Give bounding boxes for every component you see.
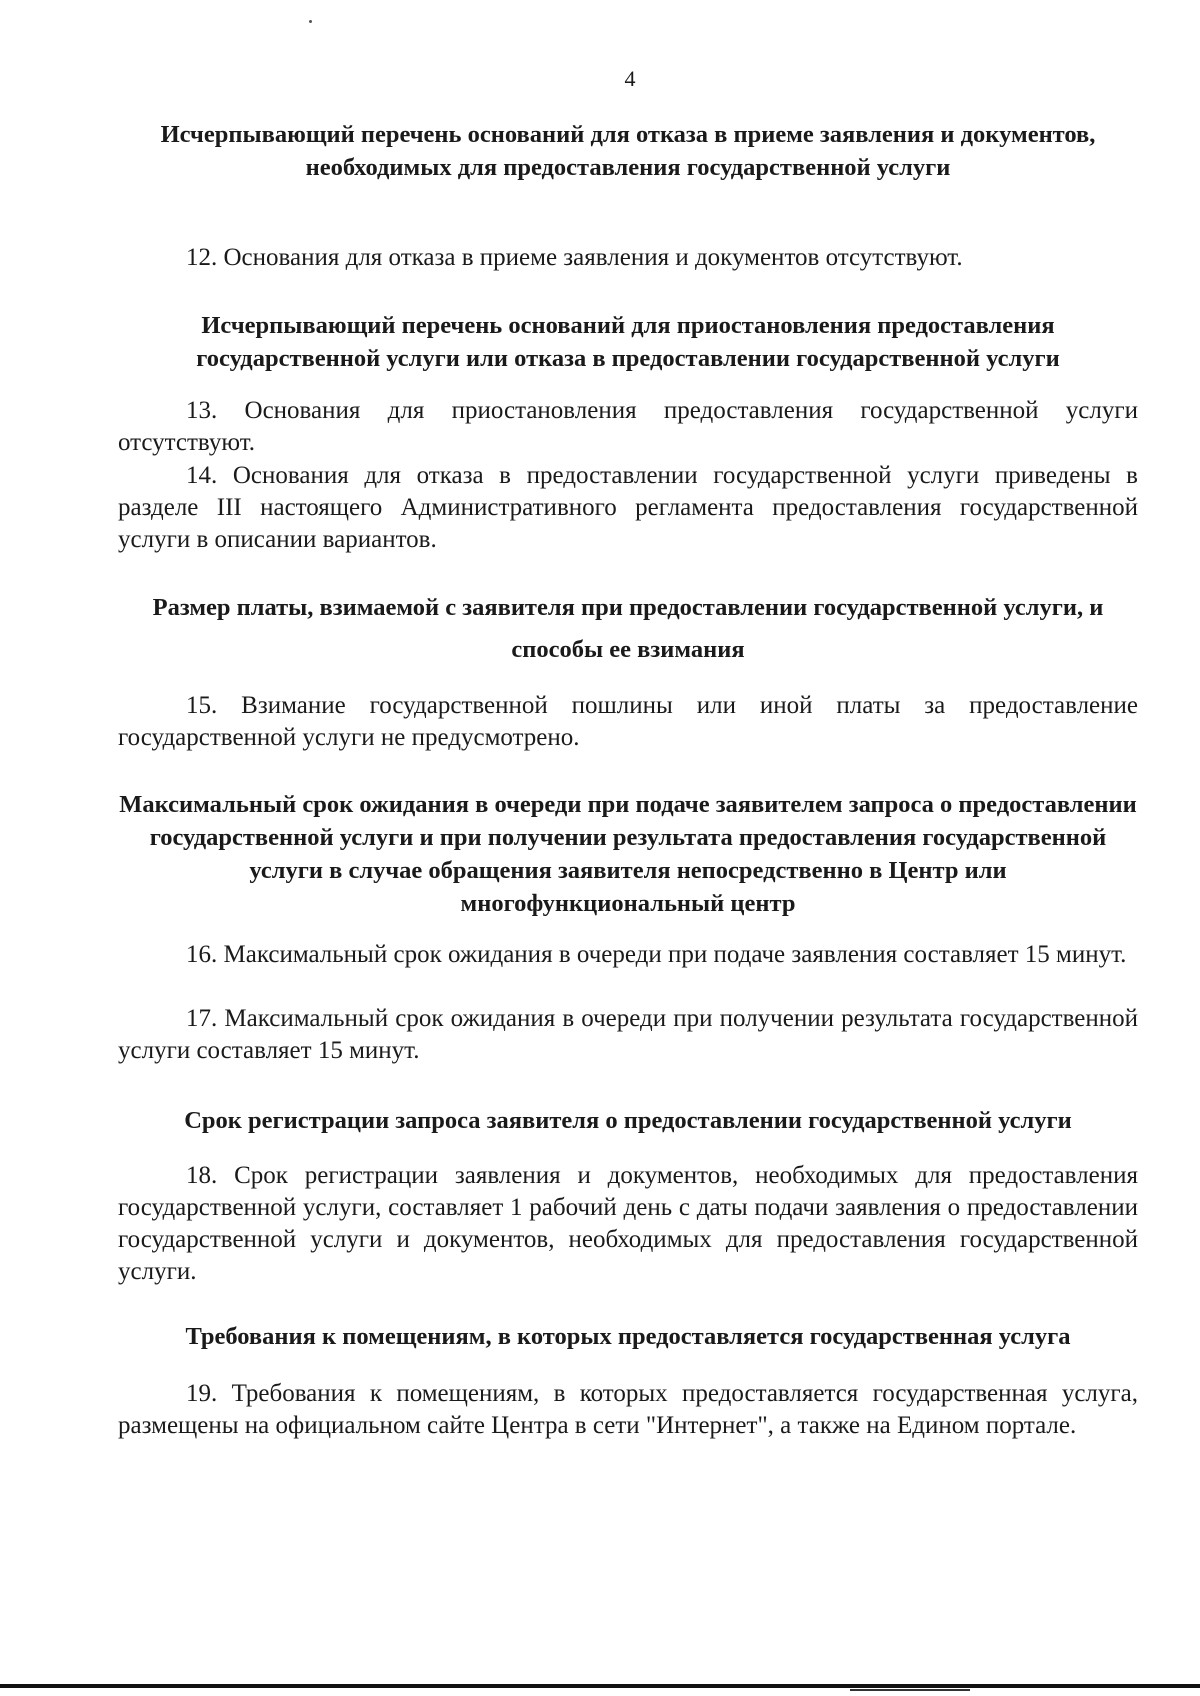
paragraph-15: 15. Взимание государственной пошлины или иной платы за предоставление государственной услуги не предусмотрено. — [118, 692, 1138, 751]
section-heading-fee: Размер платы, взимаемой с заявителя при предоставлении государственной услуги, и способы ее взимания — [152, 594, 1104, 663]
paragraph-16: 16. Максимальный срок ожидания в очереди при подаче заявления составляет 15 минут. — [186, 941, 1127, 968]
section-heading-suspension-refusal: Исчерпывающий перечень оснований для приостановления предоставления государственной услуги или отказа в предоставлении государственной услуги — [196, 312, 1060, 372]
paragraph-19: 19. Требования к помещениям, в которых предоставляется государственная услуга, размещены на официальном сайте Центра в сети "Интернет", а также на Едином портале. — [118, 1380, 1138, 1439]
scan-bottom-edge — [0, 1684, 1200, 1688]
section-heading-queue-time: Максимальный срок ожидания в очереди при подаче заявителем запроса о предоставлении государственной услуги и при получении результата предоставления государственной услуги в случае обращения заявителя непосредственно в Центр или многофункциональный центр — [119, 791, 1137, 917]
scan-speck — [309, 20, 312, 23]
section-heading-registration-term: Срок регистрации запроса заявителя о предоставлении государственной услуги — [184, 1107, 1072, 1134]
scan-bottom-edge-mark — [850, 1689, 970, 1691]
paragraph-13: 13. Основания для приостановления предоставления государственной услуги отсутствуют. — [118, 397, 1138, 456]
paragraph-14: 14. Основания для отказа в предоставлении государственной услуги приведены в разделе III настоящего Административного регламента предоставления государственной услуги в описании вариантов. — [118, 462, 1138, 553]
page-number: 4 — [624, 66, 636, 91]
paragraph-17: 17. Максимальный срок ожидания в очереди при получении результата государственной услуги составляет 15 минут. — [118, 1005, 1138, 1064]
paragraph-12: 12. Основания для отказа в приеме заявления и документов отсутствуют. — [186, 244, 963, 271]
section-heading-refusal-acceptance: Исчерпывающий перечень оснований для отказа в приеме заявления и документов, необходимых для предоставления государственной услуги — [160, 121, 1096, 181]
paragraph-18: 18. Срок регистрации заявления и документов, необходимых для предоставления государственной услуги, составляет 1 рабочий день с даты подачи заявления о предоставлении государственной услуги и документов, необходимых для предоставления государственной услуги. — [118, 1162, 1138, 1285]
section-heading-premises: Требования к помещениям, в которых предоставляется государственная услуга — [185, 1323, 1071, 1350]
